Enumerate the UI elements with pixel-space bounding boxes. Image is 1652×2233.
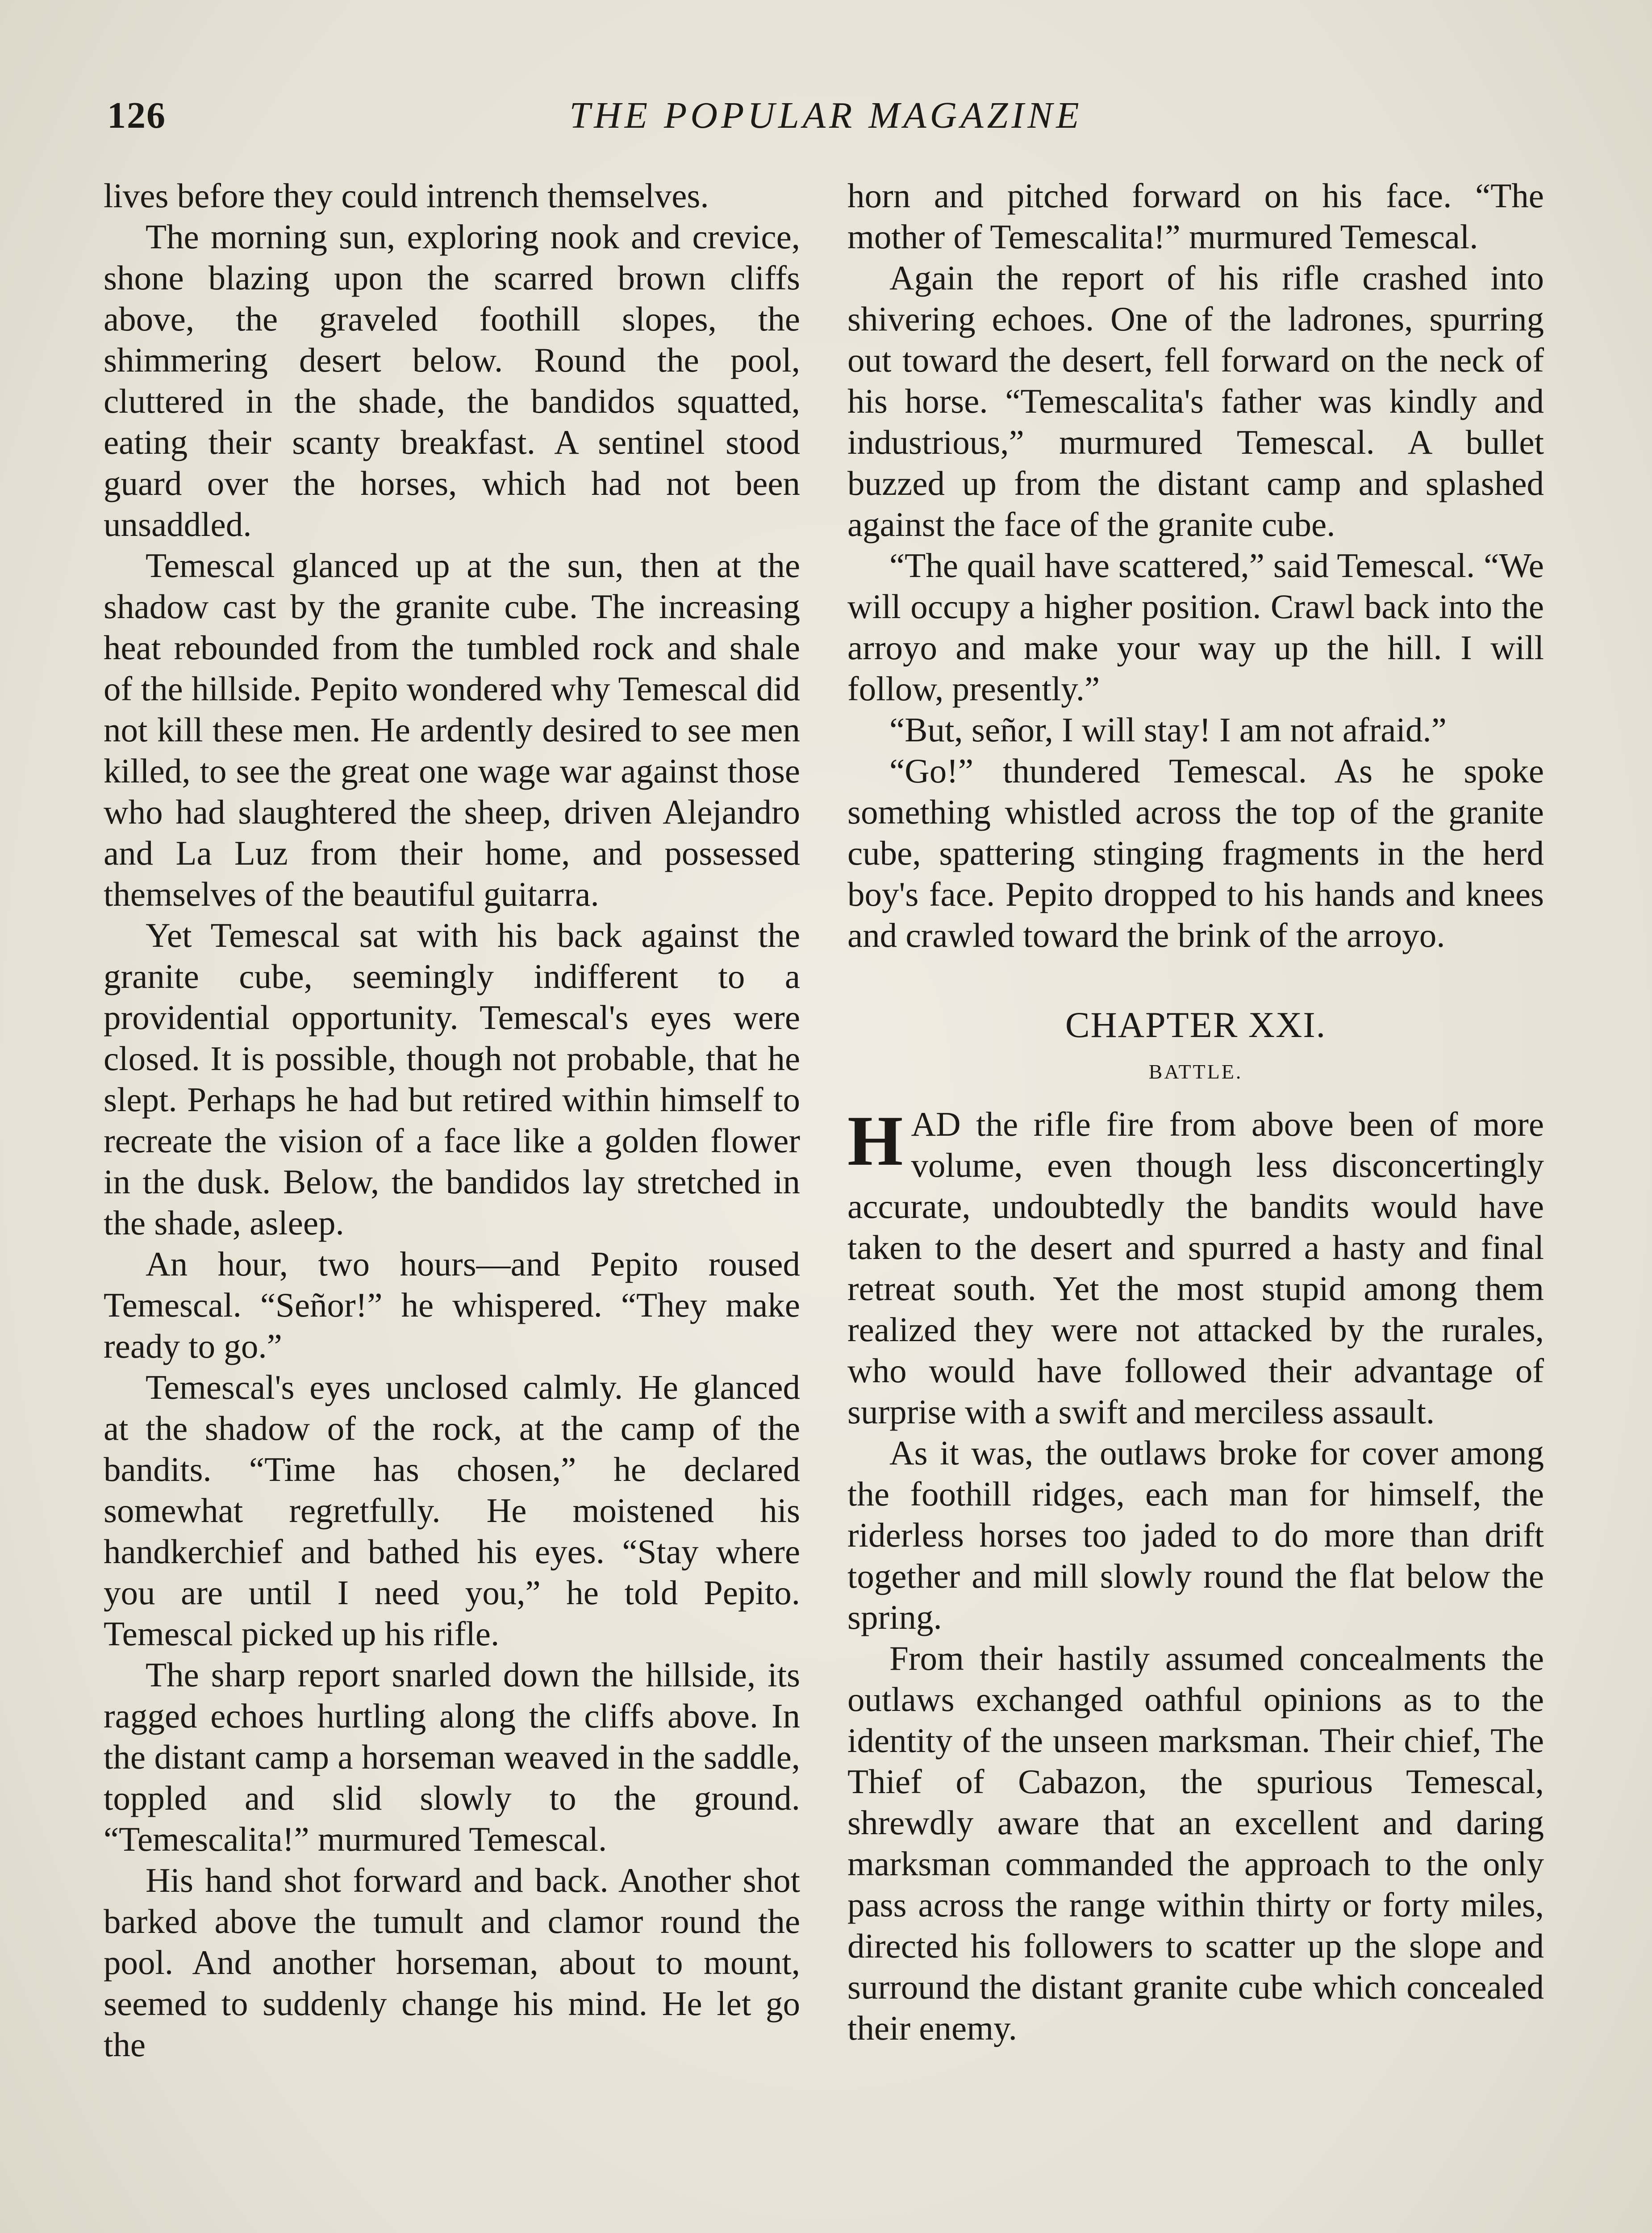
- paragraph: “The quail have scattered,” said Temescal. “We will occupy a higher position. Crawl back into the arroyo and make your way up the hill. I will follow, presently.”: [847, 546, 1544, 708]
- paragraph-text: AD the rifle fire from above been of more volume, even though less disconcertingly accurate, undoubtedly the bandits would have taken to the desert and spurred a hasty and final retreat south. Yet the most stupid among them realized they were not attacked by the rurales, who would have followed their advantage of surprise with a swift and merciless assault.: [847, 1105, 1544, 1431]
- paragraph: The morning sun, exploring nook and crevice, shone blazing upon the scarred brown cliffs above, the graveled foothill slopes, the shimmering desert below. Round the pool, cluttered in the shade, the bandidos squatted, eating their scanty breakfast. A sentinel stood guard over the horses, which had not been unsaddled.: [104, 217, 800, 544]
- paragraph: The sharp report snarled down the hillside, its ragged echoes hurtling along the cliffs above. In the distant camp a horseman weaved in the saddle, toppled and slid slowly to the ground. “Temescalita!” murmured Temescal.: [104, 1656, 800, 1858]
- paragraph: horn and pitched forward on his face. “The mother of Temescalita!” murmured Temescal.: [847, 176, 1544, 256]
- paragraph: Yet Temescal sat with his back against the granite cube, seemingly indifferent to a providential opportunity. Temescal's eyes were closed. It is possible, though not probable, that he slept. Perhaps he had but retired within himself to recreate the vision of a face like a golden flower in the dusk. Below, the bandidos lay stretched in the shade, asleep.: [104, 916, 800, 1242]
- page-number: 126: [107, 95, 166, 136]
- right-column: [847, 175, 1544, 2049]
- chapter-subtitle: BATTLE.: [1148, 1060, 1243, 1083]
- running-head: [107, 94, 1545, 147]
- paragraph: “Go!” thundered Temescal. As he spoke something whistled across the top of the granite cube, spattering stinging fragments in the herd boy's face. Pepito dropped to his hands and knees and crawled toward the brink of the arroyo.: [847, 752, 1544, 954]
- paragraph: Temescal glanced up at the sun, then at the shadow cast by the granite cube. The increasing heat rebounded from the tumbled rock and shale of the hillside. Pepito wondered why Temescal did not kill these men. He ardently desired to see men killed, to see the great one wage war against those who had slaughtered the sheep, driven Alejandro and La Luz from their home, and possessed themselves of the beautiful guitarra.: [104, 546, 800, 913]
- paragraph: “But, señor, I will stay! I am not afraid.”: [889, 711, 1447, 749]
- left-column: [104, 175, 800, 2065]
- paragraph: Again the report of his rifle crashed into shivering echoes. One of the ladrones, spurring out toward the desert, fell forward on the neck of his horse. “Temescalita's father was kindly and industrious,” murmured Temescal. A bullet buzzed up from the distant camp and splashed against the face of the granite cube.: [847, 259, 1544, 544]
- paragraph: Temescal's eyes unclosed calmly. He glanced at the shadow of the rock, at the camp of the bandits. “Time has chosen,” he declared somewhat regretfully. He moistened his handkerchief and bathed his eyes. “Stay where you are until I need you,” he told Pepito. Temescal picked up his rifle.: [104, 1368, 800, 1653]
- paragraph: His hand shot forward and back. Another shot barked above the tumult and clamor round the pool. And another horseman, about to mount, seemed to suddenly change his mind. He let go the: [104, 1861, 800, 2064]
- paragraph: From their hastily assumed concealments the outlaws exchanged oathful opinions as to the identity of the unseen marksman. Their chief, The Thief of Cabazon, the spurious Temescal, shrewdly aware that an excellent and daring marksman commanded the approach to the only pass across the range within thirty or forty miles, directed his followers to scatter up the slope and surround the distant granite cube which concealed their enemy.: [847, 1639, 1544, 2047]
- magazine-title: THE POPULAR MAGAZINE: [569, 95, 1083, 136]
- paragraph: An hour, two hours—and Pepito roused Temescal. “Señor!” he whispered. “They make ready to go.”: [104, 1245, 800, 1365]
- drop-cap: H: [847, 1101, 903, 1180]
- paragraph: As it was, the outlaws broke for cover among the foothill ridges, each man for himself, the riderless horses too jaded to do more than drift together and mill slowly round the flat below the spring.: [847, 1434, 1544, 1636]
- chapter-heading: CHAPTER XXI.: [1065, 1004, 1327, 1045]
- paragraph: lives before they could intrench themselves.: [104, 176, 709, 215]
- chapter-opening-paragraph: [847, 1101, 1544, 1432]
